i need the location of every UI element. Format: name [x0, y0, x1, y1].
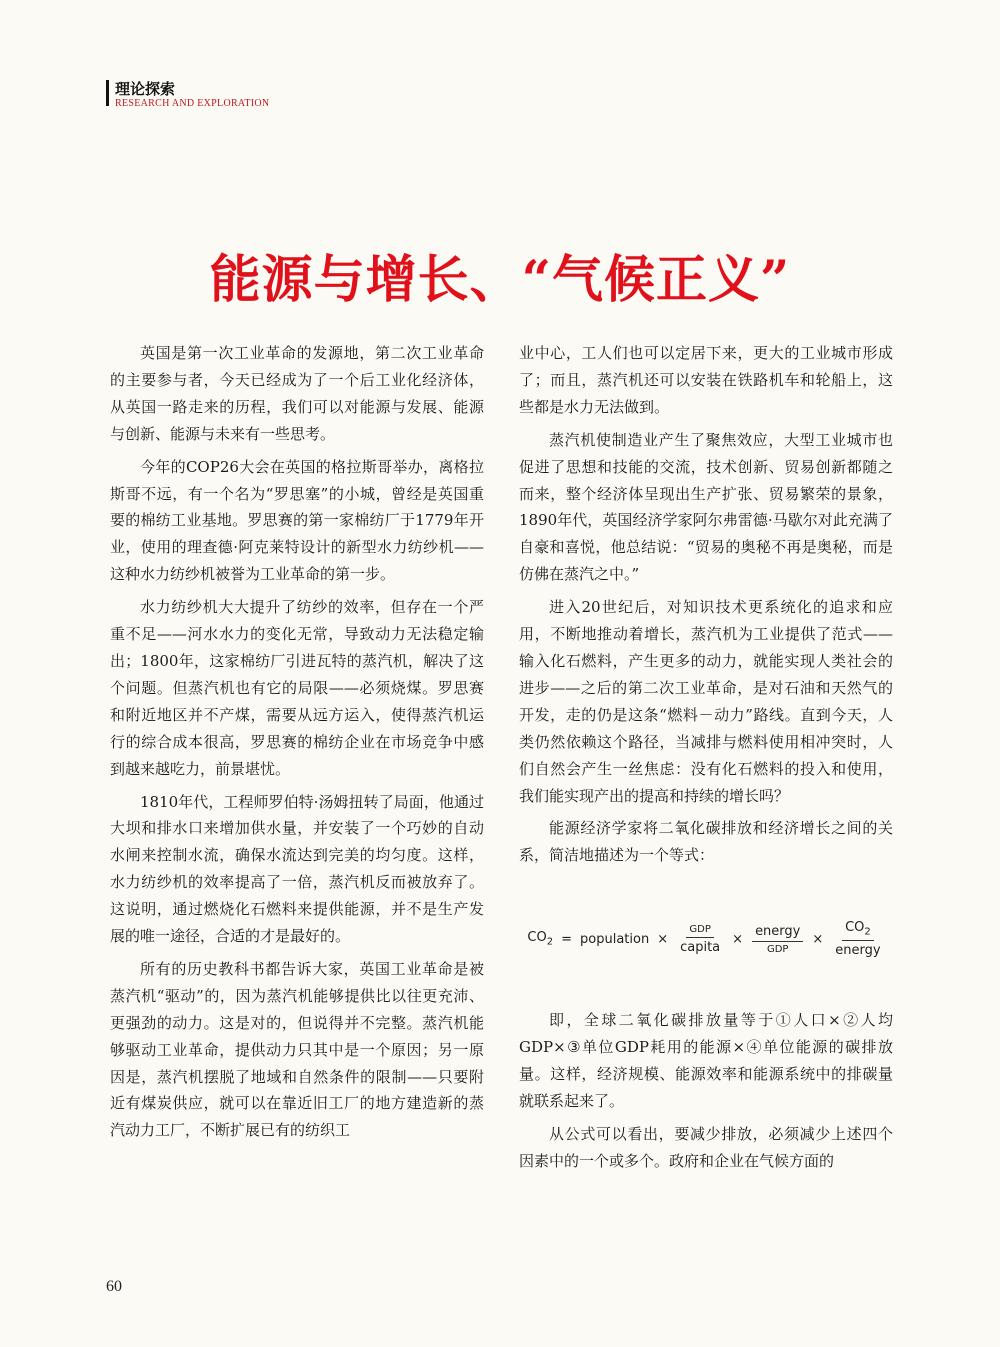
right-column — [519, 340, 893, 1181]
formula-equals: = — [561, 931, 573, 947]
formula-fraction-gdp-per-capita: $\frac{\text{GDP}}{\text{capita}}$ — [680, 923, 721, 955]
paragraph: 蒸汽机使制造业产生了聚焦效应，大型工业城市也促进了思想和技能的交流，技术创新、贸易创新都随之而来，整个经济体呈现出生产扩张、贸易繁荣的景象，1890年代，英国经济学家阿尔弗雷德·马歇尔对此充满了自豪和喜悦，他总结说：“贸易的奥秘不再是奥秘，而是仿佛在蒸汽之中。” — [519, 430, 893, 584]
paragraph: 水力纺纱机大大提升了纺纱的效率，但存在一个严重不足——河水水力的变化无常，导致动力无法稳定输出；1800年，这家棉纺厂引进瓦特的蒸汽机，解决了这个问题。但蒸汽机也有它的局限——必须烧煤。罗思赛和附近地区并不产煤，需要从远方运入，使得蒸汽机运行的综合成本很高，罗思赛的棉纺企业在市场竞争中感到越来越吃力，前景堪忧。 — [110, 598, 484, 778]
paragraph: 1810年代，工程师罗伯特·汤姆扭转了局面，他通过大坝和排水口来增加供水量，并安装了一个巧妙的自动水闸来控制水流，确保水流达到完美的均匀度。这样，水力纺纱机的效率提高了一倍，蒸汽机反而被放弃了。这说明，通过燃烧化石燃料来提供能源，并不是生产发展的唯一途径，合适的才是最好的。 — [110, 792, 484, 946]
formula-fraction-co2-per-energy: $\frac{CO_2}{\text{energy}}$ — [835, 920, 881, 959]
formula-fraction-energy-per-gdp: $\frac{\text{energy}}{\text{GDP}}$ — [752, 924, 803, 955]
formula-lhs: $CO_2$ — [527, 930, 554, 949]
paragraph: 从公式可以看出，要减少排放，必须减少上述四个因素中的一个或多个。政府和企业在气候方面的 — [519, 1124, 893, 1170]
section-title-en: RESEARCH AND EXPLORATION — [115, 98, 270, 109]
paragraph: 进入20世纪后，对知识技术更系统化的追求和应用，不断地推动着增长，蒸汽机为工业提供了范式——输入化石燃料，产生更多的动力，就能实现人类社会的进步——之后的第二次工业革命，是对石油和天然气的开发，走的仍是这条“燃料－动力”路线。直到今天，人类仍然依赖这个路径，当减排与燃料使用相冲突时，人们自然会产生一丝焦虑：没有化石燃料的投入和使用，我们能实现产出的提高和持续的增长吗？ — [519, 598, 893, 805]
left-column — [110, 340, 484, 1150]
emission-formula — [519, 893, 893, 985]
paragraph: 所有的历史教科书都告诉大家，英国工业革命是被蒸汽机“驱动”的，因为蒸汽机能够提供比以往更充沛、更强劲的动力。这是对的，但说得并不完整。蒸汽机能够驱动工业革命，提供动力只其中是一个原因；另一原因是，蒸汽机摆脱了地域和自然条件的限制——只要附近有煤炭供应，就可以在靠近旧工厂的地方建造新的蒸汽动力工厂，不断扩展已有的纺织工 — [110, 959, 484, 1140]
section-title-zh: 理论探索 — [115, 80, 176, 98]
paragraph: 能源经济学家将二氧化碳排放和经济增长之间的关系，简洁地描述为一个等式： — [519, 819, 893, 865]
header-bar — [106, 80, 109, 106]
paragraph: 英国是第一次工业革命的发源地，第二次工业革命的主要参与者，今天已经成为了一个后工业化经济体，从英国一路走来的历程，我们可以对能源与发展、能源与创新、能源与未来有一些思考。 — [110, 344, 484, 443]
formula-term-population: population — [580, 931, 650, 947]
paragraph: 即，全球二氧化碳排放量等于①人口×②人均GDP×③单位GDP耗用的能源×④单位能源的碳排放量。这样，经济规模、能源效率和能源系统中的排碳量就联系起来了。 — [519, 1011, 893, 1110]
formula-times: × — [812, 931, 824, 947]
paragraph-continued: 业中心，工人们也可以定居下来，更大的工业城市形成了；而且，蒸汽机还可以安装在铁路机车和轮船上，这些都是水力无法做到。 — [519, 344, 893, 416]
page-number: 60 — [106, 1278, 122, 1295]
paragraph: 今年的COP26大会在英国的格拉斯哥举办，离格拉斯哥不远，有一个名为“罗思塞”的小城，曾经是英国重要的棉纺工业基地。罗思赛的第一家棉纺厂于1779年开业，使用的理查德·阿克莱特设计的新型水力纺纱机——这种水力纺纱机被誉为工业革命的第一步。 — [110, 457, 484, 584]
formula-times: × — [657, 931, 669, 947]
article-title: 能源与增长、“气候正义” — [209, 250, 791, 310]
formula-times: × — [732, 931, 744, 947]
